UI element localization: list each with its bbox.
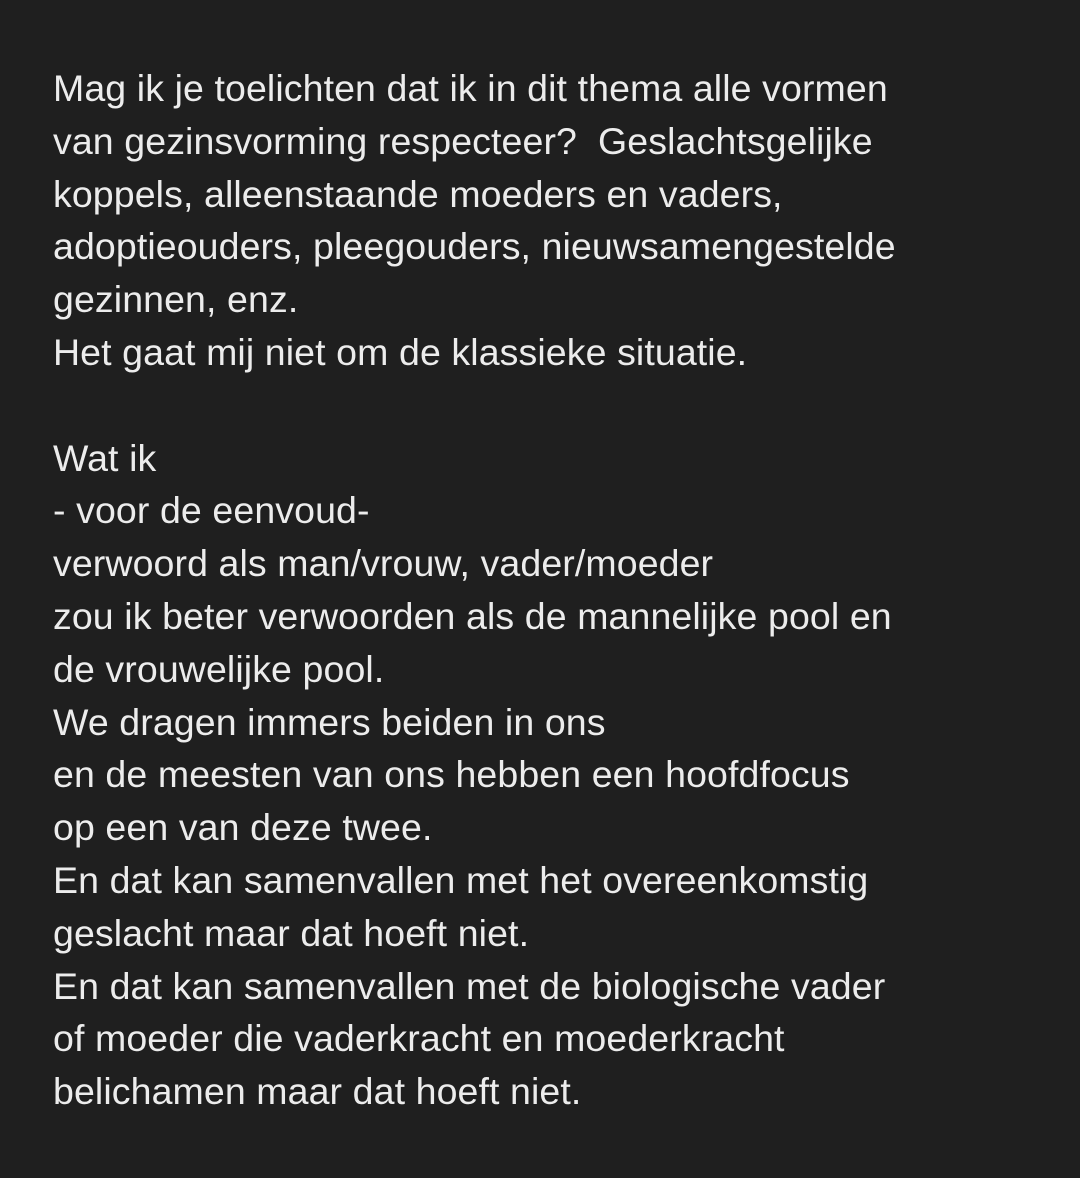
note-line: of moeder die vaderkracht en moederkracht [53, 1017, 785, 1060]
note-text-body [53, 62, 1053, 1118]
note-line: de vrouwelijke pool. [53, 647, 385, 690]
note-line: verwoord als man/vrouw, vader/moeder [53, 542, 714, 585]
note-line: - voor de eenvoud- [53, 489, 370, 532]
note-line: Wat ik [53, 436, 157, 479]
note-line: en de meesten van ons hebben een hoofdfocus [53, 753, 850, 796]
note-line: van gezinsvorming respecteer? Geslachtsgelijke [53, 119, 873, 162]
note-line: geslacht maar dat hoeft niet. [53, 911, 530, 954]
note-line: zou ik beter verwoorden als de mannelijke pool en [53, 594, 892, 637]
note-line: gezinnen, enz. [53, 278, 299, 321]
note-line: Het gaat mij niet om de klassieke situatie. [53, 330, 748, 373]
note-line: belichamen maar dat hoeft niet. [53, 1070, 582, 1113]
note-line: Mag ik je toelichten dat ik in dit thema alle vormen [53, 67, 888, 109]
note-line: En dat kan samenvallen met het overeenkomstig [53, 858, 869, 901]
note-line: op een van deze twee. [53, 806, 433, 849]
note-blank-line [53, 379, 1053, 432]
note-line: En dat kan samenvallen met de biologische vader [53, 964, 886, 1007]
note-line: We dragen immers beiden in ons [53, 700, 606, 743]
note-line: koppels, alleenstaande moeders en vaders, [53, 172, 783, 215]
note-line: adoptieouders, pleegouders, nieuwsamengestelde [53, 225, 896, 268]
